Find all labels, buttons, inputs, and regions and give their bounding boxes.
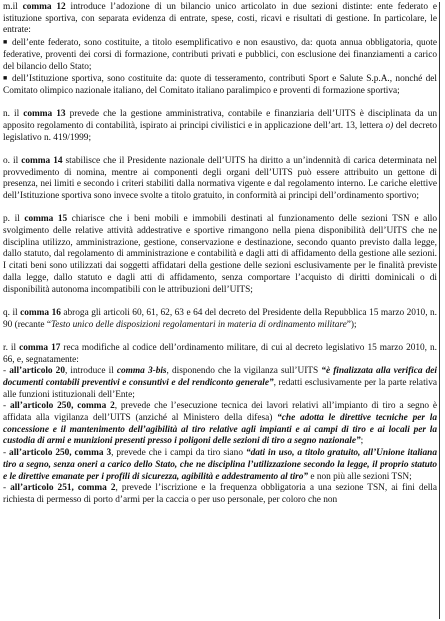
paragraph-n-comma: comma 13 bbox=[23, 109, 66, 120]
paragraph-r-item-1-comma: comma 3-bis bbox=[116, 366, 167, 377]
document-page bbox=[3, 2, 440, 619]
paragraph-n-letter: o) bbox=[385, 120, 394, 131]
paragraph-o-comma: comma 14 bbox=[21, 155, 63, 166]
paragraph-q-comma: comma 16 bbox=[20, 307, 61, 318]
paragraph-p-comma: comma 15 bbox=[24, 214, 68, 225]
paragraph-o-text: stabilisce che il Presidente nazionale dell’UITS ha diritto a un’indennità di carica determinata nel provvedimento di nomina, mentre ai componenti degli organi dell’UITS può essere attribuito un gettone di presenza, nei limiti e secondo i criteri stabiliti dalla normativa vigente e dal regolamento interno. Le cariche elettive dell’Istituzione sportiva sono invece svolte a titolo gratuito, in conformità ai principi dell’ordinamento sportivo; bbox=[3, 155, 437, 202]
paragraph-r-item-3-text-a: , prevede che i campi da tiro siano bbox=[111, 448, 246, 459]
paragraph-r-item-4-lead: all’articolo 251, comma 2 bbox=[10, 483, 116, 494]
paragraph-n-text-a: prevede che la gestione amministrativa, contabile e finanziaria dell’UITS è disciplinata da un apposito regolamento di contabilità, ispirato ai principi civilistici e in applicazione dell’art. 13, lettera bbox=[3, 109, 438, 131]
paragraph-n-text-b: del decreto legislativo n. 419/1999; bbox=[3, 120, 438, 143]
paragraph-r-item-1-text-c: , redatti esclusivamente per la parte relativa alle funzioni istituzionali dell’Ente; bbox=[3, 377, 437, 400]
paragraph-p bbox=[3, 214, 437, 296]
paragraph-r-item-3-quote: “dati in uso, a titolo gratuito, all’Unione italiana tiro a segno, senza oneri a carico dello Stato, che ne disciplina l’utilizzazione secondo la legge, il proprio statuto e le direttive emanate per i profili di sicurezza, agibilità e addestramento al tiro” bbox=[3, 448, 437, 482]
paragraph-q-title: Testo unico delle disposizioni regolamentari in materia di ordinamento militare bbox=[50, 319, 347, 330]
paragraph-gap bbox=[3, 144, 437, 156]
paragraph-m-comma: comma 12 bbox=[22, 2, 66, 12]
paragraph-p-prefix: p. il bbox=[3, 214, 25, 225]
paragraph-r-item-3-lead: all’articolo 250, comma 3 bbox=[9, 448, 112, 459]
paragraph-r-item-4: - all’articolo 251, comma 2, prevede l’iscrizione e la frequenza obbligatoria a una sezione TSN, ai fini della richiesta di permesso di porto d’armi per la caccia o per uso personale, per coloro che non bbox=[3, 483, 437, 505]
paragraph-r-item-1-text-b: , disponendo che la vigilanza sull’UITS bbox=[166, 366, 322, 377]
paragraph-m-il: il bbox=[12, 2, 23, 12]
paragraph-m-bullet-2-text: dell’Istituzione sportiva, sono costituite da: quote di tesseramento, contributi Sport e Salute S.p.A., nonché del Comitato olimpico nazionale italiano, del Comitato italiano paralimpico e proventi di formazione sportiva; bbox=[3, 74, 437, 96]
paragraph-r-item-2-quote: “che adotta le direttive tecniche per la concessione e il mantenimento dell’agibilità al tiro relative agli impianti e ai campi di tiro e ai locali per la custodia di armi e munizioni presenti presso i poligoni delle sezioni di tiro a segno nazionale” bbox=[3, 413, 437, 447]
paragraph-r-item-2-text-a: , prevede che l’esecuzione tecnica dei lavori relativi all’impianto di tiro a segno è affidata alla vigilanza dell’UITS (anziché al Ministero della difesa) bbox=[3, 401, 437, 424]
paragraph-r-item-2: - all’articolo 250, comma 2, prevede che l’esecuzione tecnica dei lavori relativi all’impianto di tiro a segno è affidata alla vigilanza dell’UITS (anziché al Ministero della difesa) “che adotta le direttive tecniche per la concessione e il mantenimento dell’agibilità al tiro relative agli impianti e ai campi di tiro e ai locali per la custodia di armi e munizioni presenti presso i poligoni delle sezioni di tiro a segno nazionale”; bbox=[3, 401, 437, 447]
paragraph-o bbox=[3, 156, 437, 203]
paragraph-r-item-2-text-b: ; bbox=[360, 436, 364, 447]
paragraph-m-prefix: m. bbox=[3, 2, 13, 12]
paragraph-r bbox=[3, 343, 437, 366]
paragraph-q-text-b: ”); bbox=[346, 319, 357, 330]
paragraph-m-bullet-1 bbox=[3, 37, 437, 73]
paragraph-q-text-a: abroga gli articoli 60, 61, 62, 63 e 64 del decreto del Presidente della Repubblica 15 marzo 2010, n. 90 (recante “ bbox=[3, 307, 437, 330]
paragraph-r-item-3-text-b: e non più alle sezioni TSN; bbox=[308, 471, 412, 482]
paragraph-n-prefix: n. il bbox=[3, 109, 24, 120]
square-bullet-icon: ■ bbox=[3, 38, 8, 47]
paragraph-r-text: reca modifiche al codice dell’ordinamento militare, di cui al decreto legislativo 15 marzo 2010, n. 66, e, segnatamente: bbox=[3, 342, 437, 365]
paragraph-r-item-1-quote: “è finalizzata alla verifica dei documenti contabili preventivi e consuntivi e del rendiconto generale” bbox=[3, 366, 437, 388]
paragraph-gap bbox=[3, 331, 437, 343]
paragraph-n bbox=[3, 109, 437, 144]
paragraph-r-item-1-text-a: , introduce il bbox=[64, 366, 117, 377]
paragraph-m-bullet-1-text: dell’ente federato, sono costituite, a titolo esemplificativo e non esaustivo, da: quota annua obbligatoria, quote federative, proventi dei corsi di formazione, contributi privati e pubblici, con esclusione dei finanziamenti a carico del bilancio dello Stato; bbox=[3, 38, 437, 72]
paragraph-q bbox=[3, 308, 437, 331]
paragraph-q-prefix: q. il bbox=[3, 307, 21, 318]
paragraph-m-bullet-2 bbox=[3, 73, 437, 97]
paragraph-gap bbox=[3, 98, 437, 110]
paragraph-m-text: introduce l’adozione di un bilancio unico articolato in due sezioni distinte: ente federato e istituzione sportiva, con separata evidenza di entrate, spese, costi, ricavi e risultati di gestione. In particolare, le entrate: bbox=[3, 2, 437, 36]
paragraph-m bbox=[3, 2, 437, 37]
paragraph-p-text: chiarisce che i beni mobili e immobili destinati al funzionamento delle sezioni TSN e allo svolgimento delle relative attività addestrative e sportive rimangono nella piena disponibilità dell’UITS che ne disciplina utilizzo, amministrazione, gestione, conservazione e destinazione, secondo quanto previsto dalla legge, dallo statuto, dal regolamento di amministrazione e contabilità e dagli atti di affidamento della gestione alle sezioni. I citati beni sono utilizzati dai soggetti affidatari della gestione delle sezioni esclusivamente per le finalità previste dalla legge, dallo statuto e dagli atti di affidamento, senza comportare l’acquisto di diritti dominicali o di disponibilità autonoma incompatibili con le attribuzioni dell’UITS; bbox=[3, 214, 437, 295]
paragraph-r-item-1: - all’articolo 20, introduce il comma 3-bis, disponendo che la vigilanza sull’UITS “è finalizzata alla verifica dei documenti contabili preventivi e consuntivi e del rendiconto generale”, redatti esclusivamente per la parte relativa alle funzioni istituzionali dell’Ente; bbox=[3, 366, 437, 400]
paragraph-gap bbox=[3, 296, 437, 308]
paragraph-r-item-1-lead: all’articolo 20 bbox=[9, 366, 65, 377]
paragraph-r-item-2-lead: all’articolo 250, comma 2 bbox=[9, 401, 115, 412]
paragraph-gap bbox=[3, 203, 437, 215]
square-bullet-icon: ■ bbox=[3, 74, 8, 83]
paragraph-r-comma: comma 17 bbox=[19, 342, 61, 353]
paragraph-r-item-3: - all’articolo 250, comma 3, prevede che i campi da tiro siano “dati in uso, a titolo gratuito, all’Unione italiana tiro a segno, senza oneri a carico dello Stato, che ne disciplina l’utilizzazione secondo la legge, il proprio statuto e le direttive emanate per i profili di sicurezza, agibilità e addestramento al tiro” e non più alle sezioni TSN; bbox=[3, 448, 437, 482]
paragraph-o-prefix: o. il bbox=[3, 155, 22, 166]
paragraph-r-item-4-text-a: , prevede l’iscrizione e la frequenza obbligatoria a una sezione TSN, ai fini della richiesta di permesso di porto d’armi per la caccia o per uso personale, per coloro che non bbox=[3, 483, 437, 505]
paragraph-r-prefix: r. il bbox=[3, 342, 20, 353]
